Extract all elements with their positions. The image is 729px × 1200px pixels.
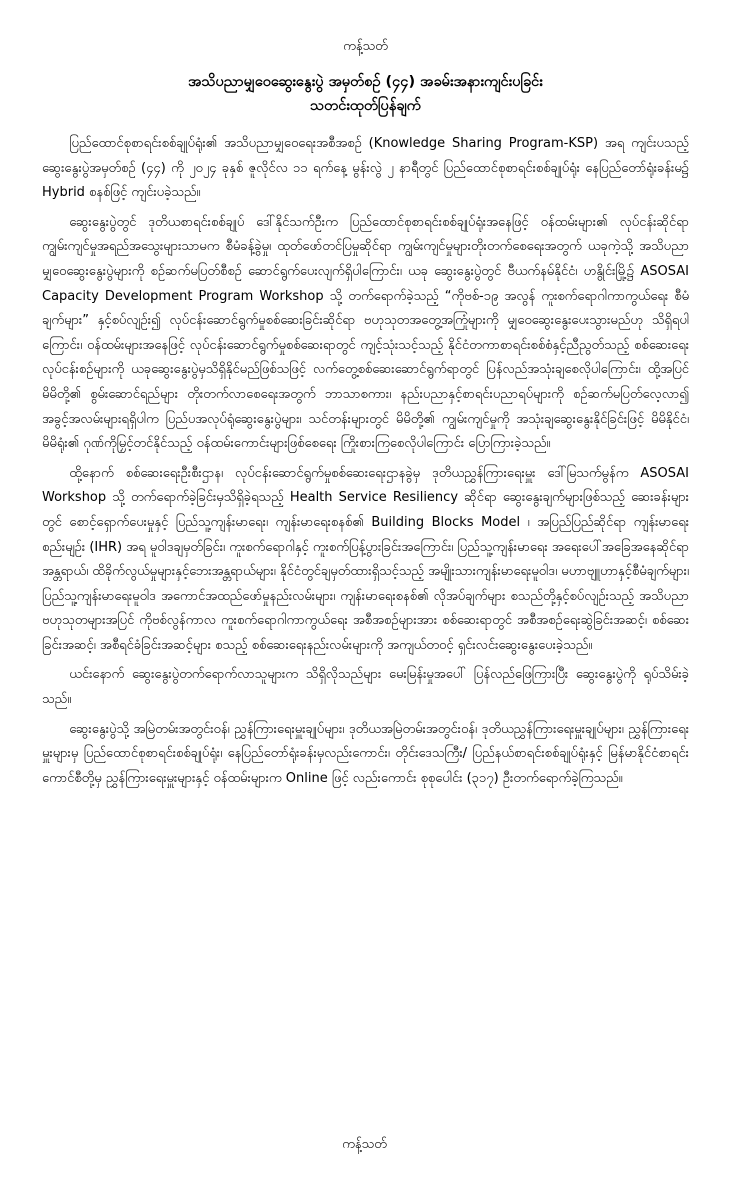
paragraph-3: ထို့နောက် စစ်ဆေးရေးဦးစီးဌာန၊ လုပ်ငန်းဆောင်ရွက်မှုစစ်ဆေးရေးဌာနခွဲမှ ဒုတိယညွှန်ကြားရေးမှူး ဒေါ်မြသက်မွန်က ASOSAI Workshop သို့ တက်ရောက်ခဲ့ခြင်းမှသိရှိခဲ့ရသည့် Health Service Resiliency ဆိုင်ရာ ဆွေးနွေးချက်များဖြစ်သည့် ဆေးခန်းများတွင် စောင့်ရှောက်ပေးမှုနှင့် ပြည်သူ့ကျန်းမာရေး၊ ကျန်းမာရေးစနစ်၏ Building Blocks Model ၊ အပြည်ပြည်ဆိုင်ရာ ကျန်းမာရေးစည်းမျဉ်း (IHR) အရ မူဝါဒချမှတ်ခြင်း၊ ကူးစက်ရောဂါနှင့် ကူးစက်ပြန့်ပွားခြင်းအကြောင်း၊ ပြည်သူ့ကျန်းမာရေး အရေးပေါ်အခြေအနေဆိုင်ရာ အန္တရာယ်၊ ထိခိုက်လွယ်မှုများနှင့်ဘေးအန္တရာယ်များ၊ နိုင်ငံတွင်ချမှတ်ထားရှိသင့်သည့် အမျိုးသားကျန်းမာရေးမူဝါဒ၊ မဟာဗျူဟာနှင့်စီမံချက်များ၊ ပြည်သူ့ကျန်းမာရေးမူဝါဒ အကောင်အထည်ဖော်မှုနည်းလမ်းများ၊ ကျန်းမာရေးစနစ်၏ လိုအပ်ချက်များ စသည်တို့နှင့်စပ်လျဉ်းသည့် အသိပညာဗဟုသုတများအပြင် ကိုဗစ်လွန်ကာလ ကူးစက်ရောဂါကာကွယ်ရေး အစီအစဉ်များအား စစ်ဆေးရာတွင် အစီအစဉ်ရေးဆွဲခြင်းအဆင့်၊ စစ်ဆေးခြင်းအဆင့်၊ အစီရင်ခံခြင်းအဆင့်များ စသည့် စစ်ဆေးရေးနည်းလမ်းများကို အကျယ်တဝင့် ရှင်းလင်းဆွေးနွေးပေးခဲ့သည်။: [42, 465, 689, 653]
title-block: [42, 70, 689, 118]
paragraph-5: ဆွေးနွေးပွဲသို့ အမြဲတမ်းအတွင်းဝန်၊ ညွှန်ကြားရေးမှူးချုပ်များ၊ ဒုတိယအမြဲတမ်းအတွင်းဝန်၊ ဒုတိယညွှန်ကြားရေးမှူးချုပ်များ၊ ညွှန်ကြားရေးမှူးများမှ ပြည်ထောင်စုစာရင်းစစ်ချုပ်ရုံး၊ နေပြည်တော်ရုံးခန်းမှလည်းကောင်း၊ တိုင်းဒေသကြီး/ ပြည်နယ်စာရင်းစစ်ချုပ်ရုံးနှင့် မြန်မာနိုင်ငံစာရင်းကောင်စီတို့မှ ညွှန်ကြားရေးမှူးများနှင့် ဝန်ထမ်းများက Online ဖြင့် လည်းကောင်း စုစုပေါင်း (၃၁၇) ဦးတက်ရောက်ခဲ့ကြသည်။: [42, 721, 689, 786]
paragraph-2: ဆွေးနွေးပွဲတွင် ဒုတိယစာရင်းစစ်ချုပ် ဒေါ်နိုင်သက်ဦးက ပြည်ထောင်စုစာရင်းစစ်ချုပ်ရုံးအနေဖြင့် ဝန်ထမ်းများ၏ လုပ်ငန်းဆိုင်ရာ ကျွမ်းကျင်မှုအရည်အသွေးများသာမက စီမံခန့်ခွဲမှု၊ ထုတ်ဖော်တင်ပြမှုဆိုင်ရာ ကျွမ်းကျင်မှုများတိုးတက်စေရေးအတွက် ယခုကဲ့သို့ အသိပညာမျှဝေဆွေးနွေးပွဲများကို စဉ်ဆက်မပြတ်စီစဉ် ဆောင်ရွက်ပေးလျက်ရှိပါကြောင်း၊ ယခု ဆွေးနွေးပွဲတွင် ဗီယက်နမ်နိုင်ငံ၊ ဟနွိုင်းမြို့၌ ASOSAI Capacity Development Program Workshop သို့ တက်ရောက်ခဲ့သည့် “ကိုဗစ်-၁၉ အလွန် ကူးစက်ရောဂါကာကွယ်ရေး စီမံချက်များ” နှင့်စပ်လျဉ်း၍ လုပ်ငန်းဆောင်ရွက်မှုစစ်ဆေးခြင်းဆိုင်ရာ ဗဟုသုတအတွေ့အကြုံများကို မျှဝေဆွေးနွေးပေးသွားမည်ဟု သိရှိရပါကြောင်း၊ ဝန်ထမ်းများအနေဖြင့် လုပ်ငန်းဆောင်ရွက်မှုစစ်ဆေးရာတွင် ကျင့်သုံးသင့်သည့် နိုင်ငံတကာစာရင်းစစ်စံနှင့်ညီညွတ်သည့် စစ်ဆေးရေးလုပ်ငန်းစဉ်များကို ယခုဆွေးနွေးပွဲမှသိရှိနိုင်မည်ဖြစ်သဖြင့် လက်တွေ့စစ်ဆေးဆောင်ရွက်ရာတွင် ပြန်လည်အသုံးချစေလိုပါကြောင်း၊ ထို့အပြင် မိမိတို့၏ စွမ်းဆောင်ရည်များ တိုးတက်လာစေရေးအတွက် ဘာသာစကား၊ နည်းပညာနှင့်စာရင်းပညာရပ်များကို စဉ်ဆက်မပြတ်လေ့လာ၍ အခွင့်အလမ်းများရရှိပါက ပြည်ပအလုပ်ရုံဆွေးနွေးပွဲများ၊ သင်တန်းများတွင် မိမိတို့၏ ကျွမ်းကျင်မှုကို အသုံးချဆွေးနွေးနိုင်ခြင်းဖြင့် မိမိနိုင်ငံ၊ မိမိရုံး၏ ဂုဏ်ကိုမြှင့်တင်နိုင်သည့် ဝန်ထမ်းကောင်းများဖြစ်စေရေး ကြိုးစားကြစေလိုပါကြောင်း ပြောကြားခဲ့သည်။: [42, 214, 689, 452]
document-subtitle: သတင်းထုတ်ပြန်ချက်: [310, 98, 421, 114]
body-text: [42, 132, 689, 791]
classification-header: ကန့်သတ်: [343, 39, 388, 54]
classification-footer: ကန့်သတ်: [342, 1137, 387, 1152]
paragraph-4: ယင်းနောက် ဆွေးနွေးပွဲတက်ရောက်လာသူများက သိရှိလိုသည်များ မေးမြန်းမှုအပေါ် ပြန်လည်ဖြေကြားပြီး ဆွေးနွေးပွဲကို ရုပ်သိမ်းခဲ့သည်။: [42, 667, 689, 708]
paragraph-1: ပြည်ထောင်စုစာရင်းစစ်ချုပ်ရုံး၏ အသိပညာမျှဝေရေးအစီအစဉ် (Knowledge Sharing Program-KSP) အရ ကျင်းပသည့် ဆွေးနွေးပွဲအမှတ်စဉ် (၄၄) ကို ၂၀၂၄ ခုနှစ် ဇူလိုင်လ ၁၁ ရက်နေ့ မွန်းလွဲ ၂ နာရီတွင် ပြည်ထောင်စုစာရင်းစစ်ချုပ်ရုံး နေပြည်တော်ရုံးခန်းမ၌ Hybrid စနစ်ဖြင့် ကျင်းပခဲ့သည်။: [42, 136, 689, 201]
document-title: အသိပညာမျှဝေဆွေးနွေးပွဲ အမှတ်စဉ် (၄၄) အခမ်းအနားကျင်းပခြင်း: [188, 74, 543, 90]
